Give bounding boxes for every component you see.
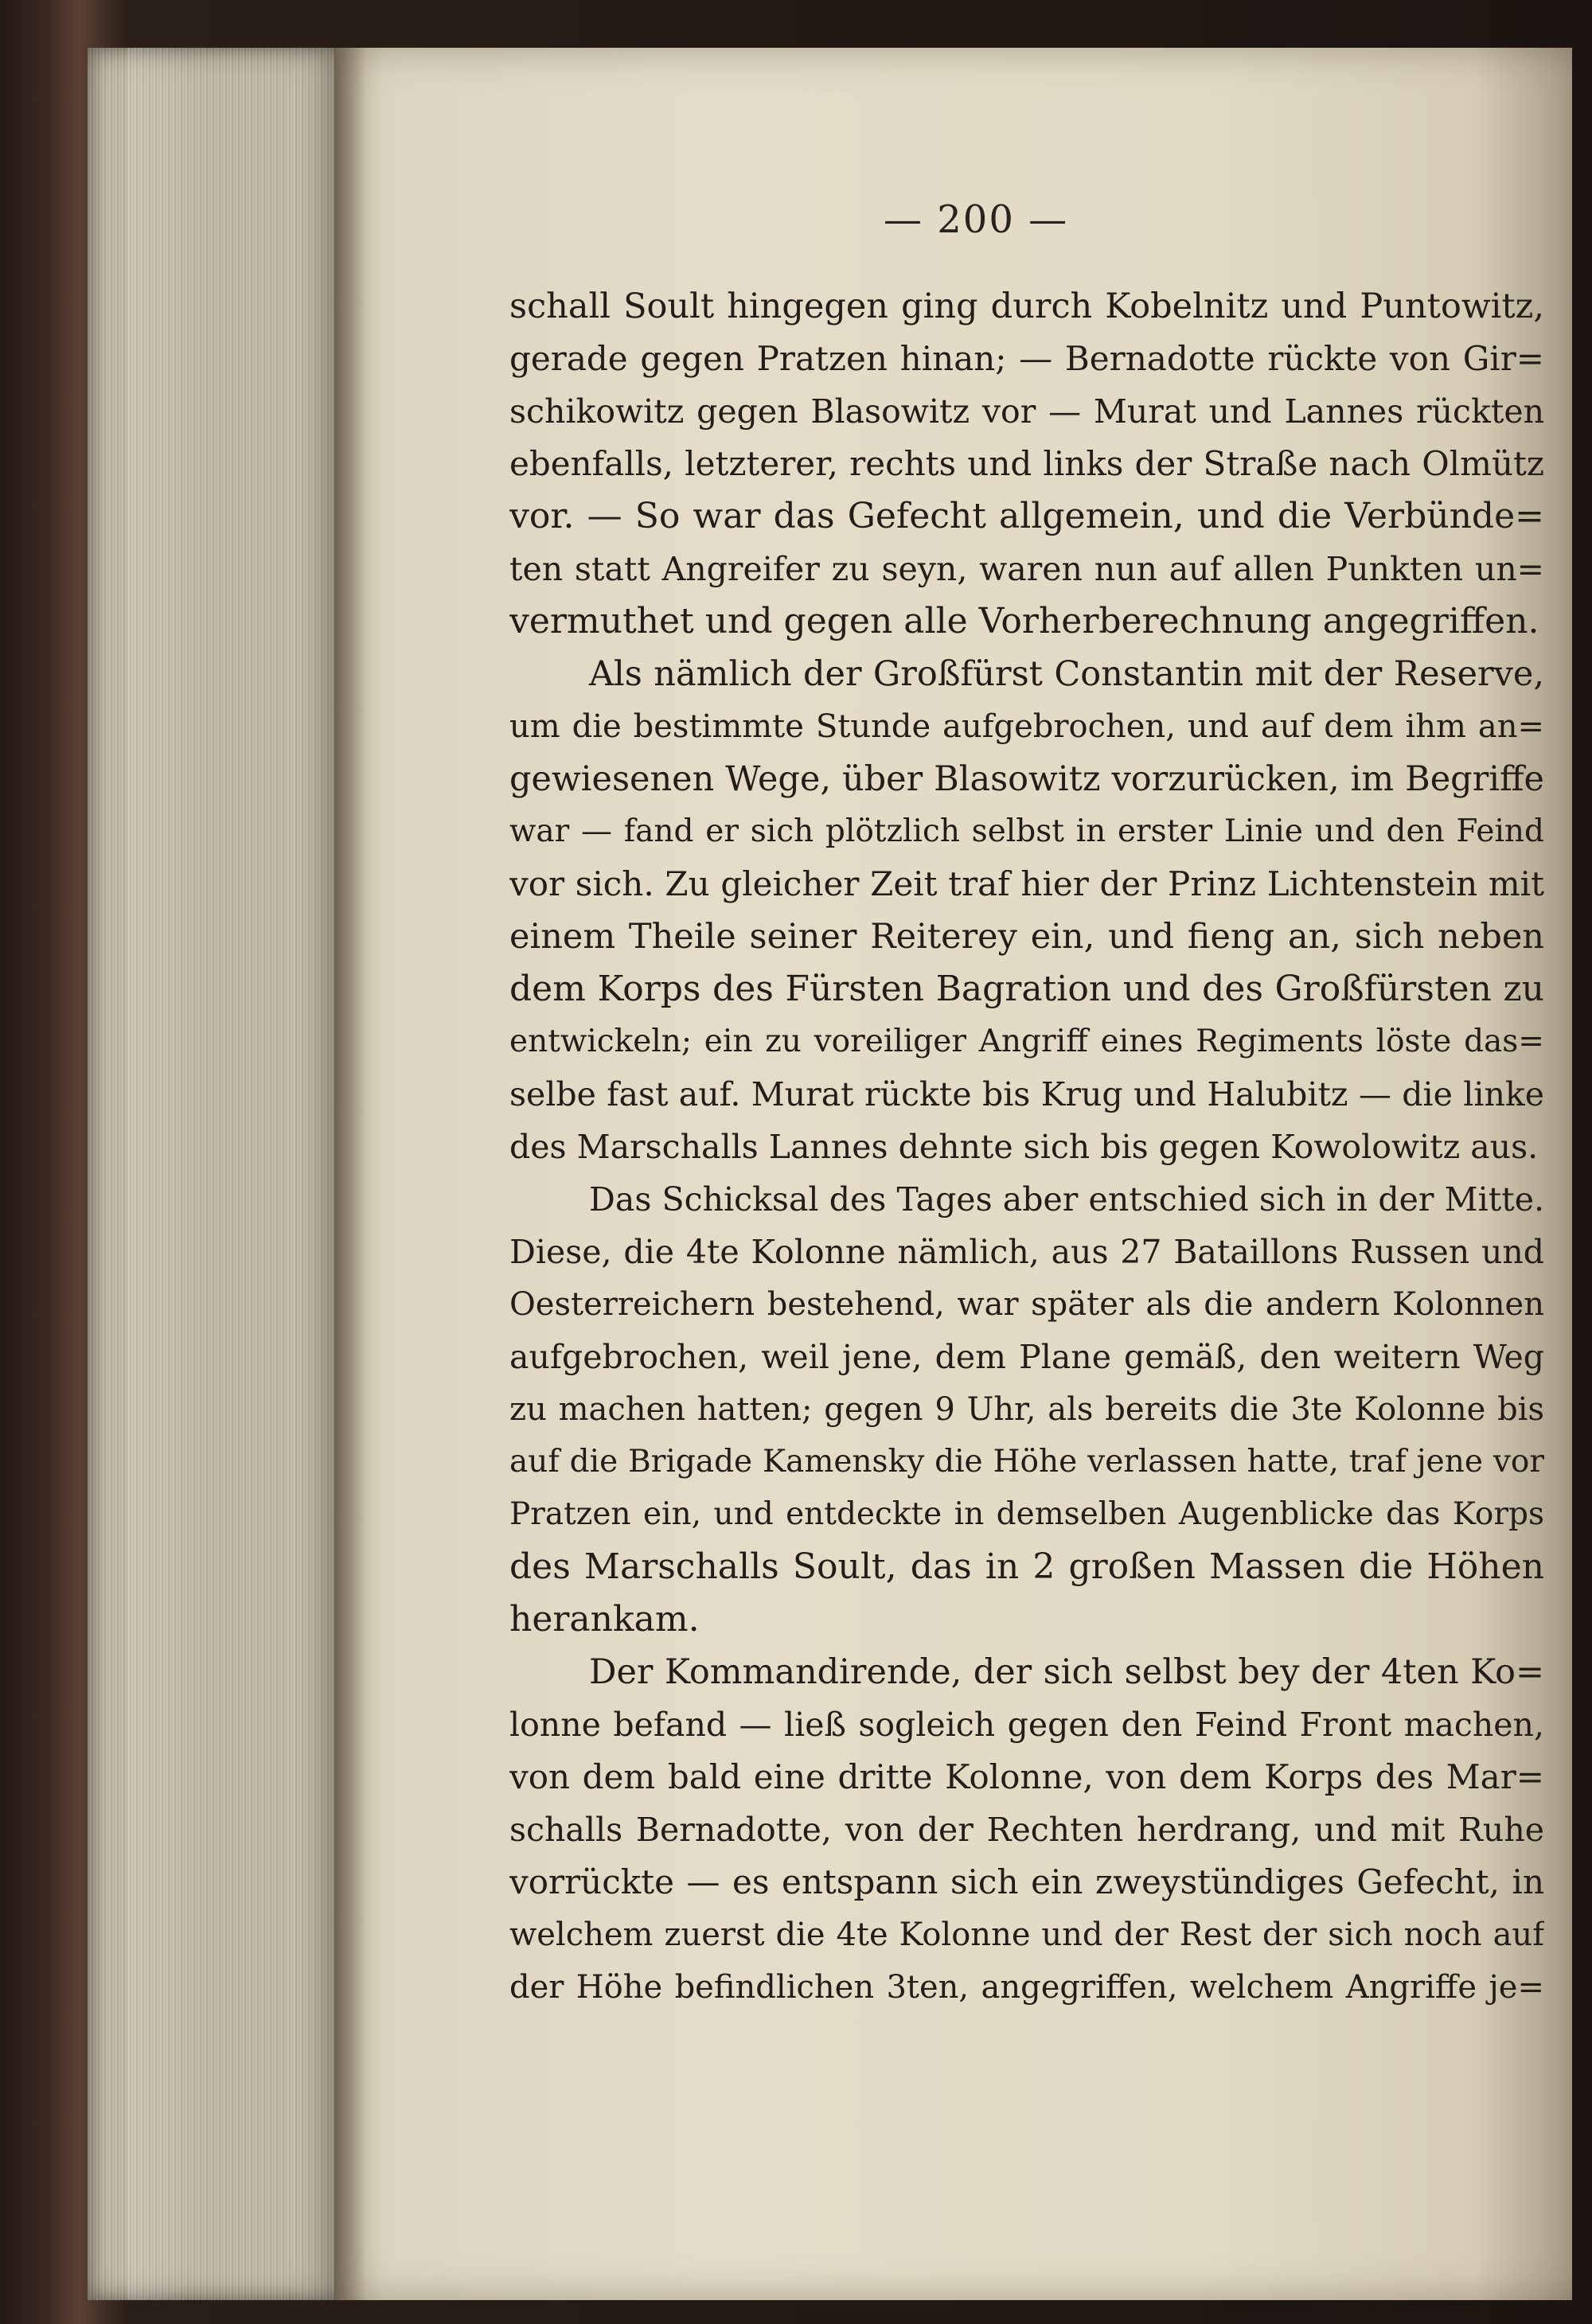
text-line: Diese, die 4te Kolonne nämlich, aus 27 Bataillons Russen und bbox=[509, 1233, 1544, 1271]
text-line: welchem zuerst die 4te Kolonne und der Rest der sich noch auf bbox=[509, 1917, 1544, 1953]
text-line: Oesterreichern bestehend, war später als die andern Kolonnen bbox=[509, 1286, 1544, 1323]
text-line: vermuthet und gegen alle Vorherberechnung angegriffen. bbox=[509, 601, 1539, 641]
text-line: war — fand er sich plötzlich selbst in erster Linie und den Feind bbox=[509, 813, 1544, 849]
text-line: Als nämlich der Großfürst Constantin mit der Reserve, bbox=[589, 654, 1544, 694]
body-text bbox=[509, 280, 1544, 2014]
text-line: schikowitz gegen Blasowitz vor — Murat und Lannes rückten bbox=[509, 392, 1544, 431]
page-edges-highlight bbox=[127, 48, 191, 2300]
text-line: der Höhe befindlichen 3ten, angegriffen, welchem Angriffe je= bbox=[509, 1969, 1544, 2006]
text-line: ebenfalls, letzterer, rechts und links der Straße nach Olmütz bbox=[509, 444, 1544, 483]
text-line: gerade gegen Pratzen hinan; — Bernadotte rückte von Gir= bbox=[509, 339, 1544, 378]
text-line: dem Korps des Fürsten Bagration und des Großfürsten zu bbox=[509, 969, 1544, 1009]
text-line: des Marschalls Soult, das in 2 großen Massen die Höhen bbox=[509, 1546, 1544, 1587]
text-line: herankam. bbox=[509, 1599, 700, 1640]
text-line: zu machen hatten; gegen 9 Uhr, als bereits die 3te Kolonne bis bbox=[509, 1391, 1544, 1428]
text-line: selbe fast auf. Murat rückte bis Krug und Halubitz — die linke bbox=[509, 1075, 1544, 1113]
text-line: vor. — So war das Gefecht allgemein, und die Verbünde= bbox=[509, 496, 1544, 536]
text-line: Der Kommandirende, der sich selbst bey der 4ten Ko= bbox=[589, 1652, 1544, 1692]
text-line: um die bestimmte Stunde aufgebrochen, und auf dem ihm an= bbox=[509, 708, 1544, 745]
text-line: von dem bald eine dritte Kolonne, von dem Korps des Mar= bbox=[509, 1757, 1544, 1796]
text-line: des Marschalls Lannes dehnte sich bis gegen Kowolowitz aus. bbox=[509, 1128, 1539, 1166]
text-line: aufgebrochen, weil jene, dem Plane gemäß, den weitern Weg bbox=[509, 1338, 1544, 1376]
text-line: gewiesenen Wege, über Blasowitz vorzurücken, im Begriffe bbox=[509, 759, 1544, 799]
text-line: schall Soult hingegen ging durch Kobelnitz und Puntowitz, bbox=[509, 287, 1544, 326]
page-gutter-shadow bbox=[334, 48, 366, 2300]
text-line: auf die Brigade Kamensky die Höhe verlassen hatte, traf jene vor bbox=[509, 1444, 1544, 1480]
text-line: Pratzen ein, und entdeckte in demselben Augenblicke das Korps bbox=[509, 1496, 1544, 1532]
text-line: entwickeln; ein zu voreiliger Angriff eines Regiments löste das= bbox=[509, 1024, 1544, 1059]
text-line: Das Schicksal des Tages aber entschied sich in der Mitte. bbox=[589, 1180, 1544, 1219]
text-line: lonne befand — ließ sogleich gegen den Feind Front machen, bbox=[509, 1706, 1544, 1744]
text-line: einem Theile seiner Reiterey ein, und fieng an, sich neben bbox=[509, 917, 1544, 957]
text-line: vorrückte — es entspann sich ein zweystündiges Gefecht, in bbox=[509, 1862, 1544, 1901]
text-line: vor sich. Zu gleicher Zeit traf hier der Prinz Lichtenstein mit bbox=[509, 864, 1544, 903]
text-line: schalls Bernadotte, von der Rechten herdrang, und mit Ruhe bbox=[509, 1811, 1544, 1849]
text-line: ten statt Angreifer zu seyn, waren nun auf allen Punkten un= bbox=[509, 550, 1544, 588]
page-number: — 200 — bbox=[884, 197, 1069, 242]
